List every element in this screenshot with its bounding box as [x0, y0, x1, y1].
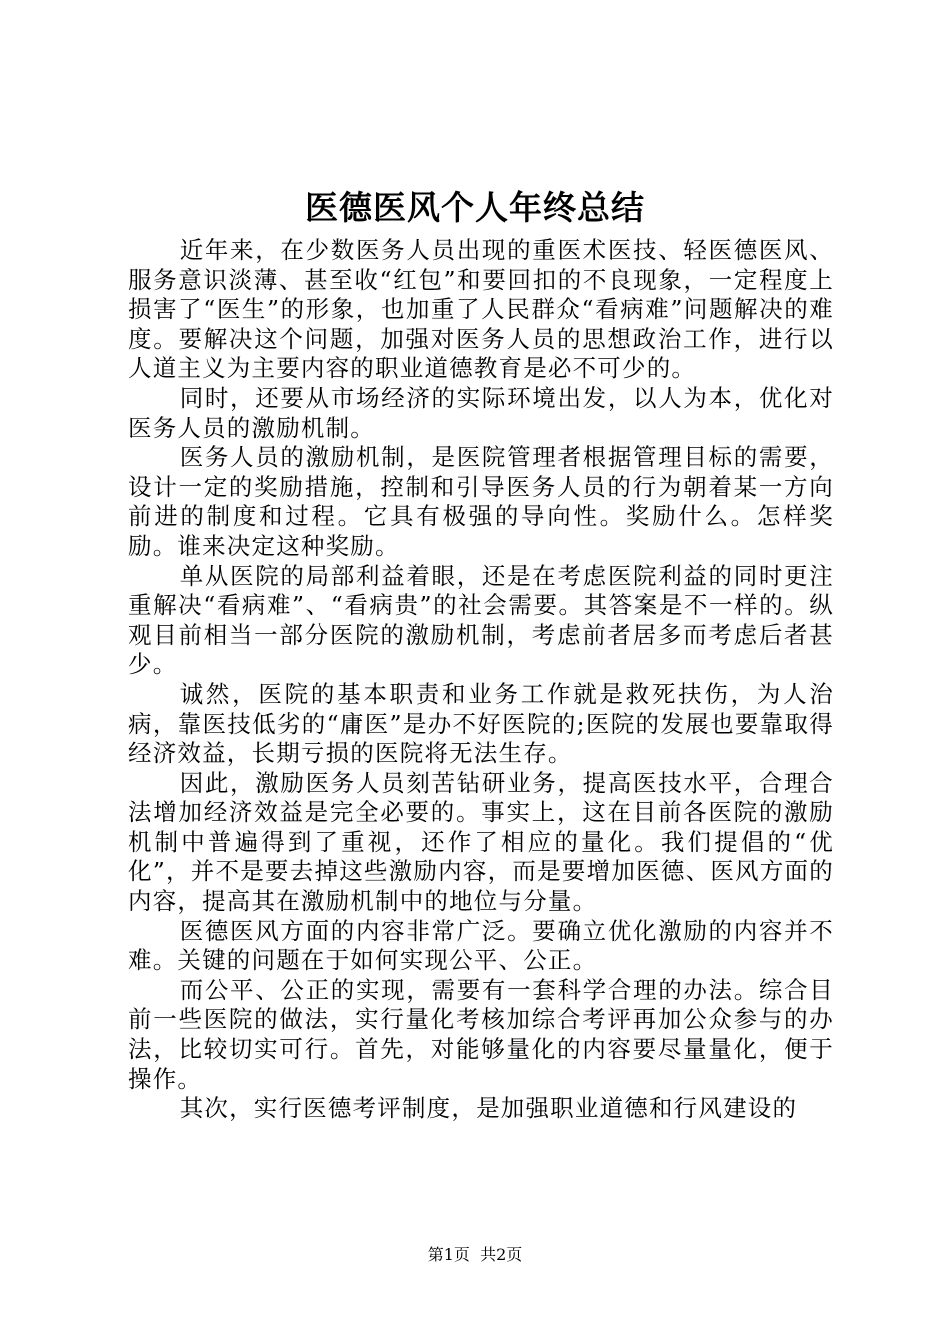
paragraph: 因此，激励医务人员刻苦钻研业务，提高医技水平，合理合法增加经济效益是完全必要的。事实上，这在目前各医院的激励机制中普遍得到了重视，还作了相应的量化。我们提倡的“优化”，并不是要去掉这些激励内容，而是要增加医德、医风方面的内容，提高其在激励机制中的地位与分量。: [128, 768, 834, 916]
paragraph: 其次，实行医德考评制度，是加强职业道德和行风建设的: [179, 1094, 798, 1123]
paragraph: 医务人员的激励机制，是医院管理者根据管理目标的需要，设计一定的奖励措施，控制和引导医务人员的行为朝着某一方向前进的制度和过程。它具有极强的导向性。奖励什么。怎样奖励。谁来决定这种奖励。: [128, 443, 834, 560]
document-body: [128, 236, 834, 1124]
paragraph: 单从医院的局部利益着眼，还是在考虑医院利益的同时更注重解决“看病难”、“看病贵”的社会需要。其答案是不一样的。纵观目前相当一部分医院的激励机制，考虑前者居多而考虑后者甚少。: [128, 561, 834, 679]
page-number: 第1页 共2页: [427, 1245, 523, 1264]
paragraph: 同时，还要从市场经济的实际环境出发，以人为本，优化对医务人员的激励机制。: [128, 383, 834, 442]
paragraph: 医德医风方面的内容非常广泛。要确立优化激励的内容并不难。关键的问题在于如何实现公平、公正。: [128, 916, 834, 975]
paragraph: 而公平、公正的实现，需要有一套科学合理的办法。综合目前一些医院的做法，实行量化考核加综合考评再加公众参与的办法，比较切实可行。首先，对能够量化的内容要尽量量化，便于操作。: [128, 975, 834, 1093]
paragraph: 近年来，在少数医务人员出现的重医术医技、轻医德医风、服务意识淡薄、甚至收“红包”和要回扣的不良现象，一定程度上损害了“医生”的形象，也加重了人民群众“看病难”问题解决的难度。要解决这个问题，加强对医务人员的思想政治工作，进行以人道主义为主要内容的职业道德教育是必不可少的。: [128, 236, 834, 383]
document-title: 医德医风个人年终总结: [305, 188, 645, 227]
page-footer: [0, 1244, 950, 1266]
paragraph: 诚然，医院的基本职责和业务工作就是救死扶伤，为人治病，靠医技低劣的“庸医”是办不好医院的;医院的发展也要靠取得经济效益，长期亏损的医院将无法生存。: [128, 679, 834, 768]
